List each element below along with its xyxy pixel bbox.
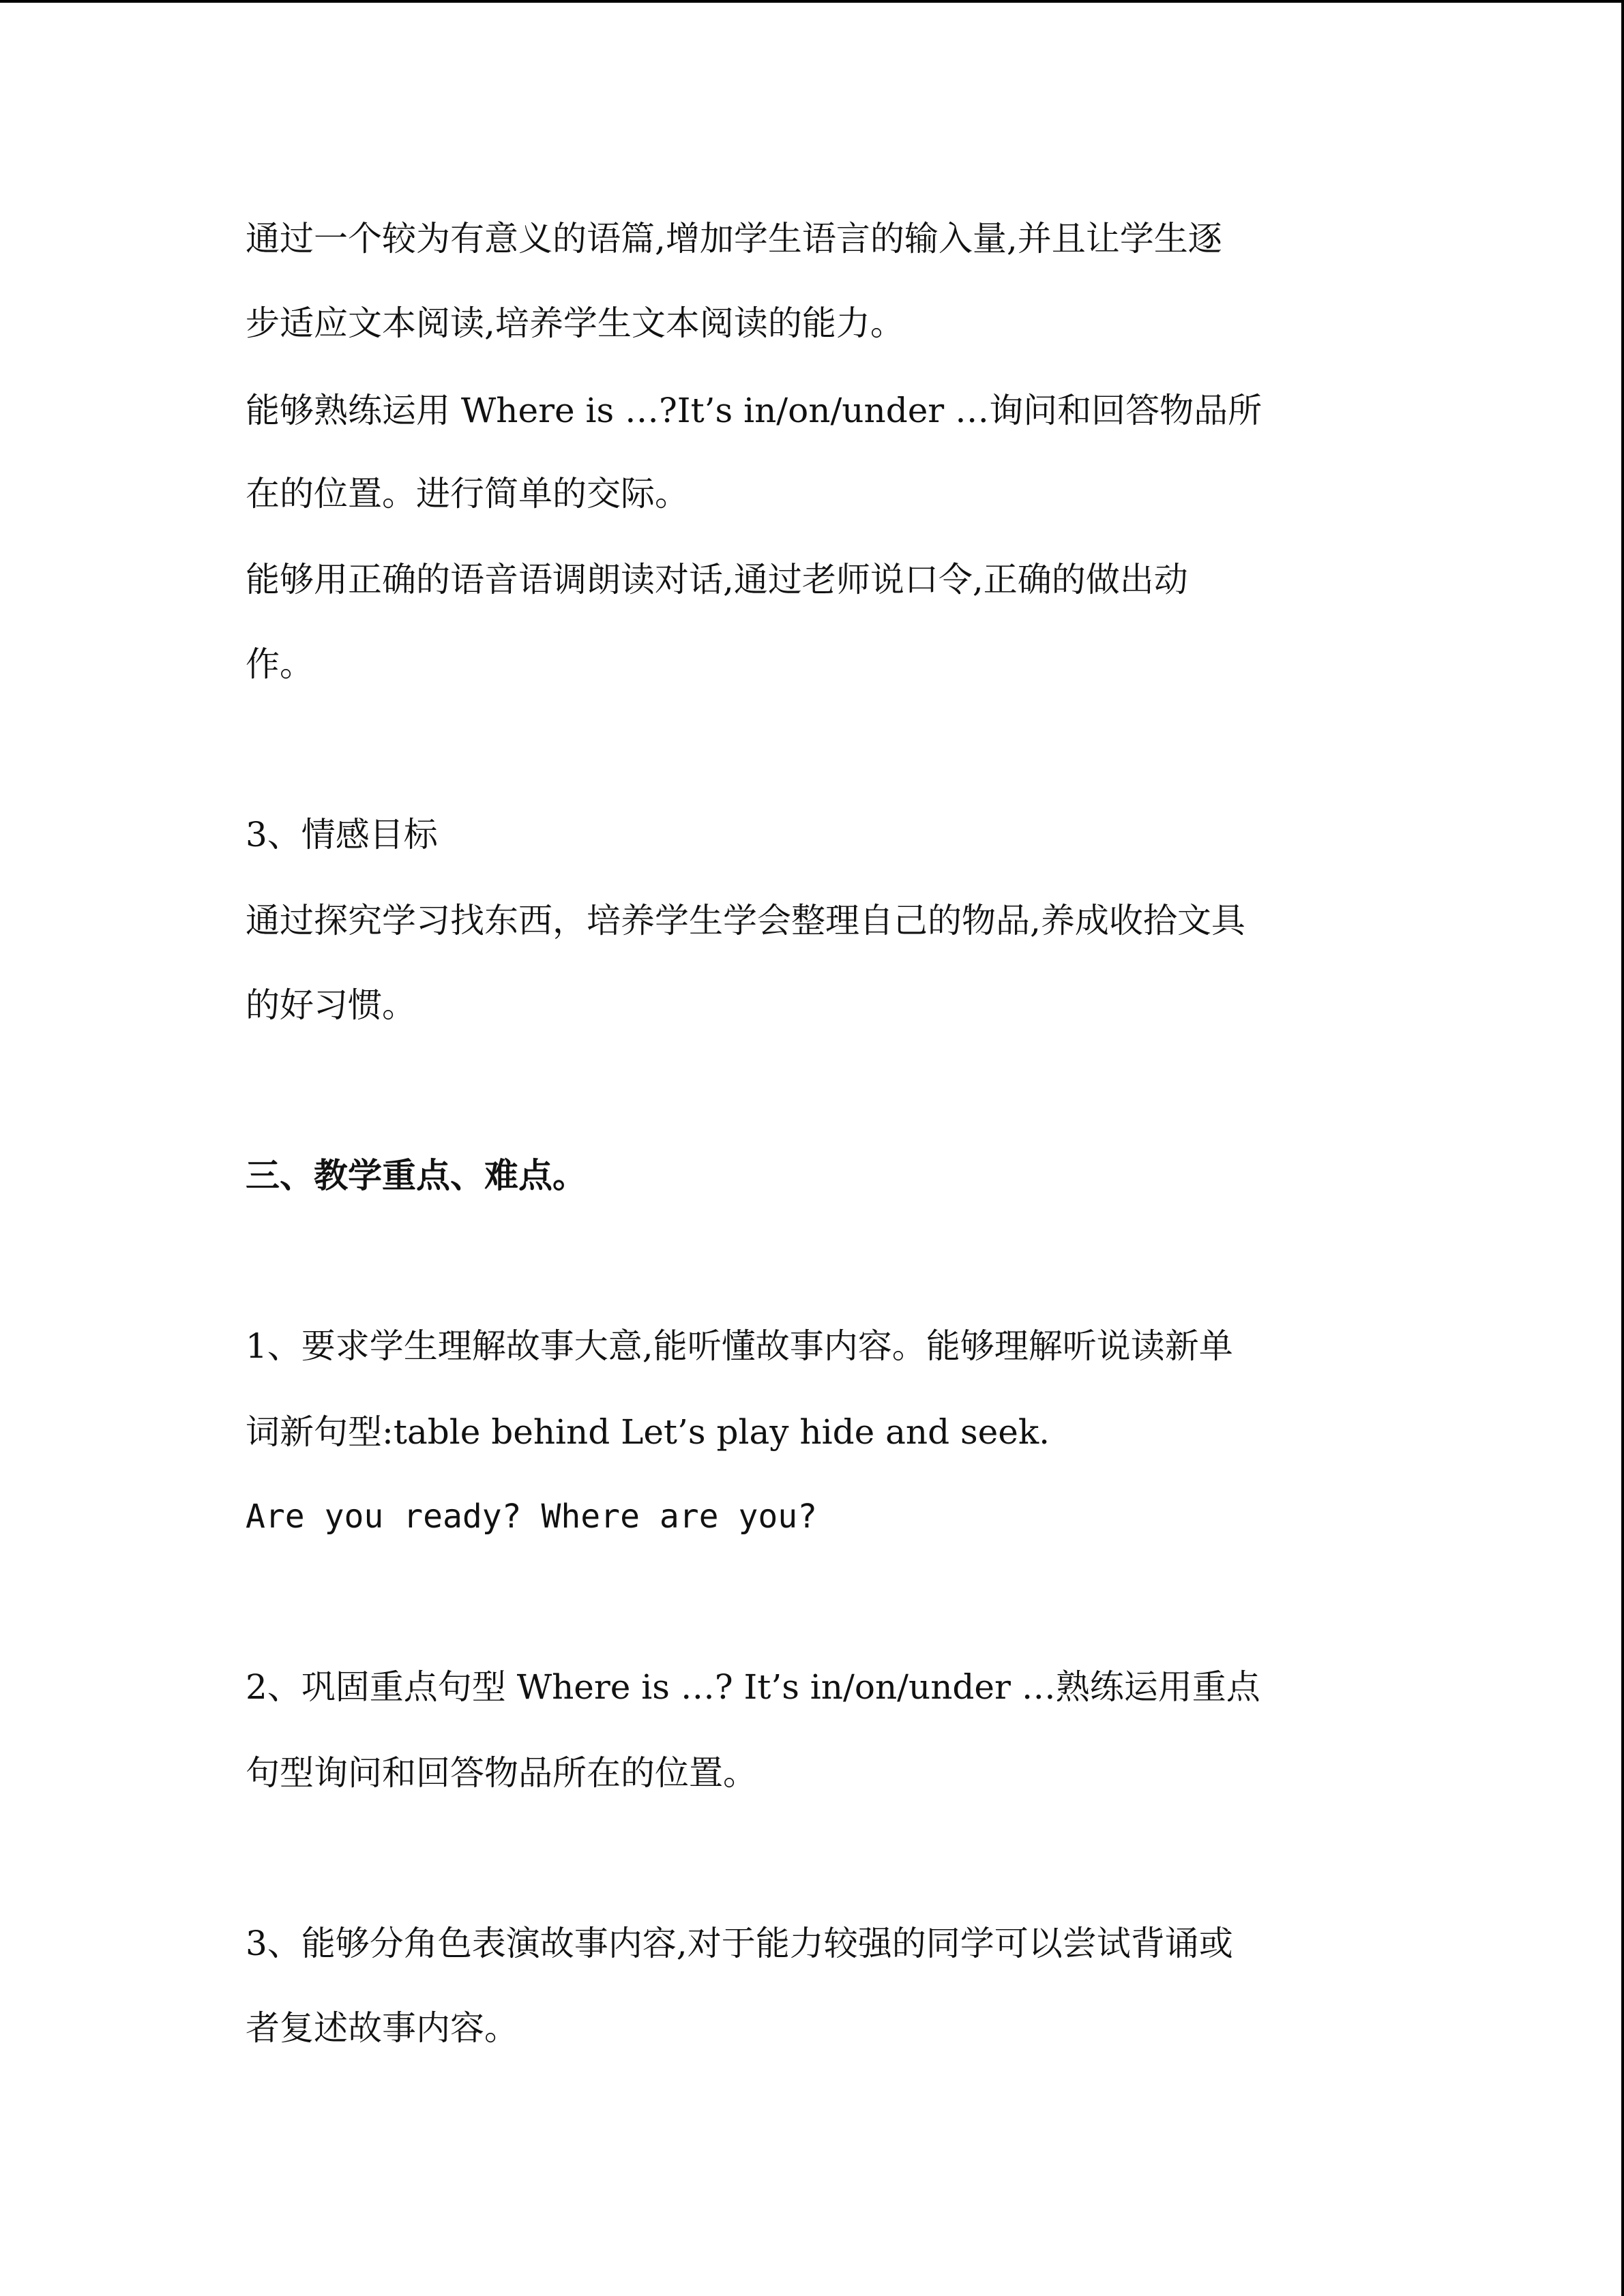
list-item-line: 词新句型:table behind Let’s play hide and seek.	[246, 1412, 1050, 1452]
list-item-line: Are you ready? Where are you?	[246, 1497, 818, 1536]
paragraph-line: 作。	[246, 644, 314, 684]
paragraph-line: 通过探究学习找东西，培养学生学会整理自己的物品,养成收拾文具	[246, 901, 1245, 940]
page-top-border	[0, 0, 1624, 3]
section-heading: 3、情感目标	[246, 815, 438, 854]
paragraph-line: 通过一个较为有意义的语篇,增加学生语言的输入量,并且让学生逐	[246, 219, 1222, 258]
paragraph-line: 能够熟练运用 Where is …?It’s in/on/under …询问和回答物品所	[246, 391, 1263, 430]
paragraph-line: 的好习惯。	[246, 985, 416, 1025]
paragraph-line: 能够用正确的语音语调朗读对话,通过老师说口令,正确的做出动	[246, 560, 1188, 599]
list-item-line: 者复述故事内容。	[246, 2008, 518, 2048]
page-right-border	[1621, 0, 1624, 2296]
main-heading: 三、教学重点、难点。	[246, 1155, 587, 1195]
paragraph-line: 步适应文本阅读,培养学生文本阅读的能力。	[246, 303, 904, 343]
list-item-line: 句型询问和回答物品所在的位置。	[246, 1753, 757, 1793]
paragraph-line: 在的位置。进行简单的交际。	[246, 474, 689, 513]
list-item-line: 3、能够分角色表演故事内容,对于能力较强的同学可以尝试背诵或	[246, 1924, 1233, 1963]
list-item-line: 2、巩固重点句型 Where is …? It’s in/on/under …熟练运用重点	[246, 1667, 1260, 1707]
list-item-line: 1、要求学生理解故事大意,能听懂故事内容。能够理解听说读新单	[246, 1326, 1233, 1366]
